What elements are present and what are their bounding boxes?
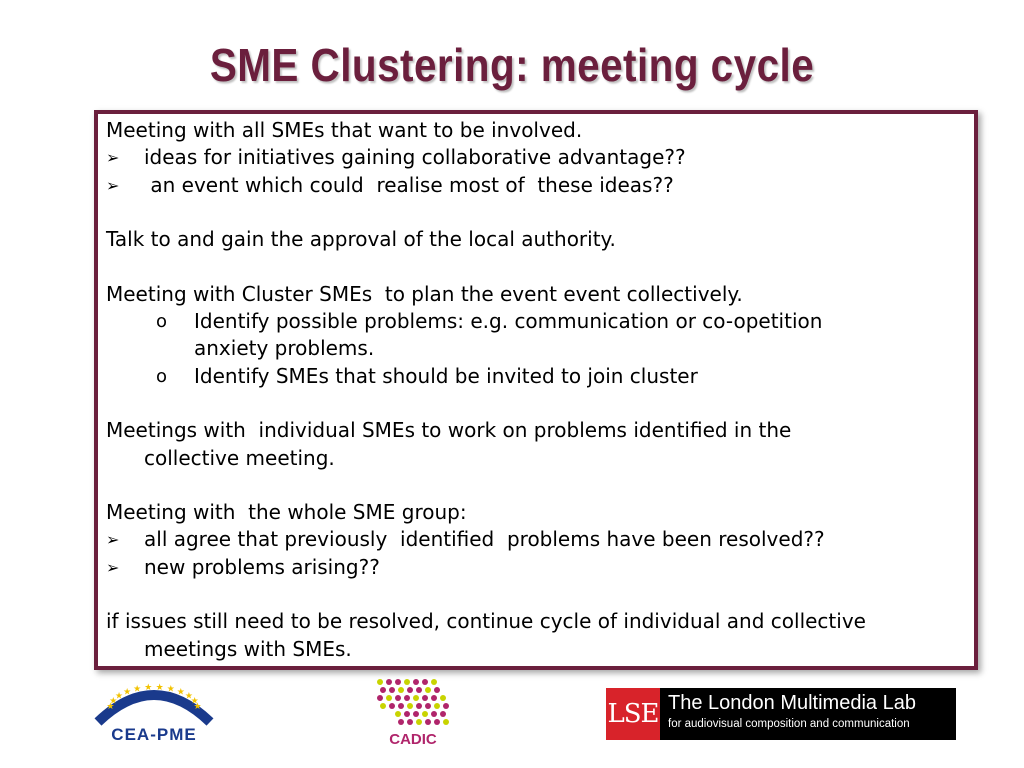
dot-icon bbox=[413, 679, 419, 685]
dot-icon bbox=[413, 711, 419, 717]
bullet-text: all agree that previously identified problems have been resolved?? bbox=[144, 527, 825, 552]
list-item bbox=[106, 554, 966, 581]
dot-icon bbox=[398, 703, 404, 709]
dot-icon bbox=[431, 679, 437, 685]
cea-pme-logo-text: CEA-PME bbox=[111, 725, 197, 744]
star-icon: ★ bbox=[190, 696, 199, 707]
dot-icon bbox=[398, 719, 404, 725]
lse-logo bbox=[606, 688, 956, 740]
cea-pme-logo bbox=[88, 676, 220, 746]
dot-icon bbox=[434, 703, 440, 709]
dot-icon bbox=[443, 703, 449, 709]
dot-icon bbox=[380, 703, 386, 709]
paragraph-cluster-meeting: Meeting with Cluster SMEs to plan the event event collectively. bbox=[106, 281, 743, 306]
dot-icon bbox=[395, 711, 401, 717]
dot-icon bbox=[407, 719, 413, 725]
content-box bbox=[94, 110, 978, 670]
lse-lab-subtitle: for audiovisual composition and communication bbox=[668, 718, 910, 730]
star-icon: ★ bbox=[193, 702, 202, 713]
arrow-bullet-icon: ➢ bbox=[106, 530, 120, 550]
bullet-text: an event which could realise most of these ideas?? bbox=[144, 172, 674, 197]
dot-icon bbox=[422, 695, 428, 701]
dot-icon bbox=[407, 703, 413, 709]
star-icon: ★ bbox=[123, 687, 132, 698]
paragraph-continuation bbox=[106, 445, 966, 472]
arrow-bullet-icon: ➢ bbox=[106, 557, 120, 577]
dot-icon bbox=[398, 687, 404, 693]
star-icon: ★ bbox=[176, 687, 185, 698]
dot-pattern-icon bbox=[377, 679, 449, 725]
dot-icon bbox=[440, 695, 446, 701]
dot-icon bbox=[440, 711, 446, 717]
dot-icon bbox=[431, 711, 437, 717]
star-icon: ★ bbox=[144, 683, 153, 694]
paragraph-local-authority: Talk to and gain the approval of the local authority. bbox=[106, 227, 616, 252]
dot-icon bbox=[416, 719, 422, 725]
spacer bbox=[106, 581, 966, 608]
sub-bullet-text: Identify possible problems: e.g. communication or co-opetition bbox=[194, 309, 823, 334]
dot-icon bbox=[425, 719, 431, 725]
dot-icon bbox=[416, 703, 422, 709]
spacer bbox=[106, 390, 966, 417]
lse-lab-title: The London Multimedia Lab bbox=[668, 692, 916, 714]
dot-icon bbox=[395, 695, 401, 701]
dot-icon bbox=[404, 695, 410, 701]
paragraph-continuation bbox=[106, 636, 966, 663]
paragraph-individual-meetings: Meetings with individual SMEs to work on problems identified in the bbox=[106, 418, 792, 443]
continuation-text: collective meeting. bbox=[144, 445, 335, 470]
dot-icon bbox=[416, 687, 422, 693]
dot-icon bbox=[425, 703, 431, 709]
bullet-text: new problems arising?? bbox=[144, 554, 380, 579]
spacer bbox=[106, 472, 966, 499]
dot-icon bbox=[389, 703, 395, 709]
list-item bbox=[106, 308, 966, 335]
slide-title: SME Clustering: meeting cycle bbox=[209, 39, 815, 91]
bullet-text: ideas for initiatives gaining collaborative advantage?? bbox=[144, 145, 686, 170]
continuation-text: meetings with SMEs. bbox=[144, 636, 352, 661]
circle-bullet-icon: o bbox=[156, 365, 168, 387]
dot-icon bbox=[377, 695, 383, 701]
dot-icon bbox=[407, 687, 413, 693]
star-icon: ★ bbox=[155, 683, 164, 694]
lse-mark: LSE bbox=[606, 688, 660, 740]
spacer bbox=[106, 199, 966, 226]
star-icon: ★ bbox=[109, 696, 118, 707]
dot-icon bbox=[434, 687, 440, 693]
star-icon: ★ bbox=[106, 702, 115, 713]
sub-bullet-text: Identify SMEs that should be invited to join cluster bbox=[194, 363, 698, 388]
dot-icon bbox=[413, 695, 419, 701]
dot-icon bbox=[389, 687, 395, 693]
cadic-logo-text: CADIC bbox=[389, 731, 437, 748]
list-item-continuation bbox=[106, 335, 966, 362]
dot-icon bbox=[404, 711, 410, 717]
dot-icon bbox=[443, 719, 449, 725]
list-item bbox=[106, 526, 966, 553]
spacer bbox=[106, 253, 966, 280]
star-icon: ★ bbox=[184, 691, 193, 702]
dot-icon bbox=[434, 719, 440, 725]
dot-icon bbox=[380, 687, 386, 693]
cadic-logo bbox=[372, 676, 454, 748]
sub-bullet-text: anxiety problems. bbox=[194, 336, 375, 361]
dot-icon bbox=[386, 679, 392, 685]
star-icon: ★ bbox=[133, 684, 142, 695]
dot-icon bbox=[377, 679, 383, 685]
star-icon: ★ bbox=[166, 684, 175, 695]
paragraph-meeting-all-smes: Meeting with all SMEs that want to be involved. bbox=[106, 118, 583, 142]
arrow-bullet-icon: ➢ bbox=[106, 148, 120, 168]
dot-icon bbox=[422, 711, 428, 717]
circle-bullet-icon: o bbox=[156, 311, 168, 333]
dot-icon bbox=[422, 679, 428, 685]
arrow-bullet-icon: ➢ bbox=[106, 175, 120, 195]
dot-icon bbox=[386, 695, 392, 701]
list-item bbox=[106, 144, 966, 171]
dot-icon bbox=[425, 687, 431, 693]
paragraph-whole-group: Meeting with the whole SME group: bbox=[106, 500, 467, 525]
dot-icon bbox=[395, 679, 401, 685]
star-icon: ★ bbox=[115, 691, 124, 702]
dot-icon bbox=[431, 695, 437, 701]
list-item bbox=[106, 172, 966, 199]
paragraph-continue-cycle: if issues still need to be resolved, continue cycle of individual and collective bbox=[106, 609, 866, 634]
list-item bbox=[106, 363, 966, 390]
dot-icon bbox=[404, 679, 410, 685]
